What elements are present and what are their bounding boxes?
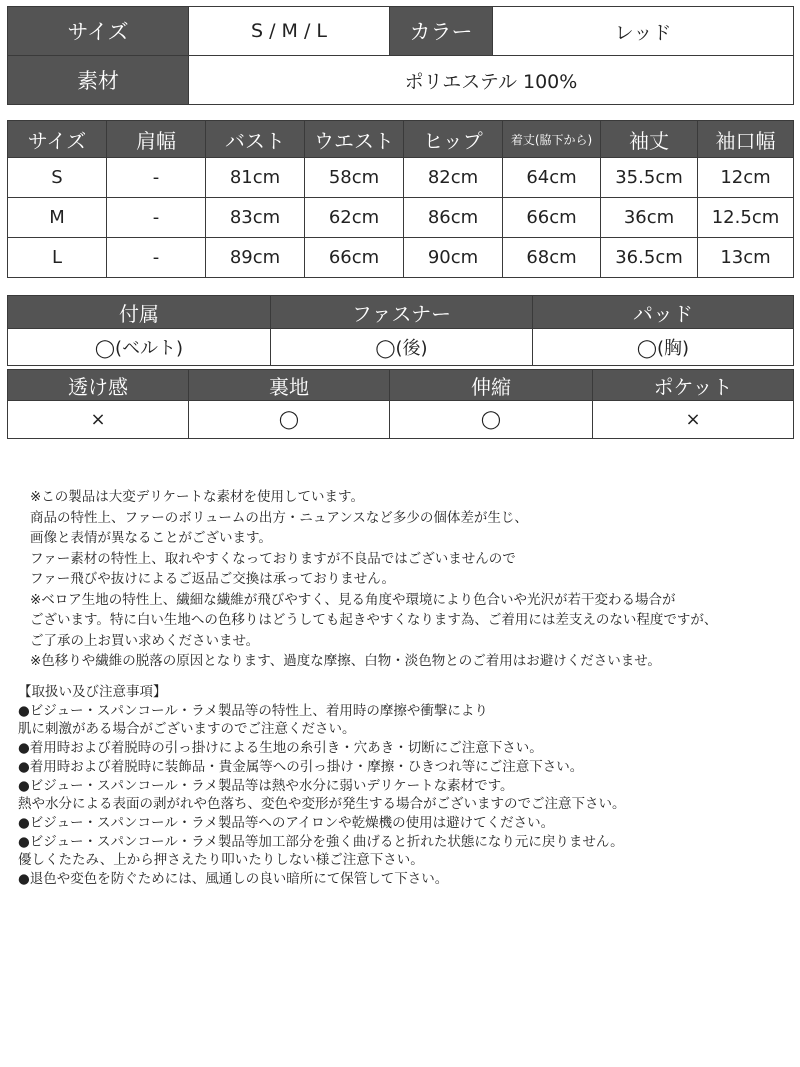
size-chart-cell: 86cm xyxy=(404,198,503,238)
features-a-header-row xyxy=(8,296,794,329)
note-line: ※色移りや繊維の脱落の原因となります、過度な摩擦、白物・淡色物とのご着用はお避けくださいませ。 xyxy=(30,653,661,669)
care-line: ●退色や変色を防ぐためには、風通しの良い暗所にて保管して下さい。 xyxy=(18,871,449,888)
care-line: 熱や水分による表面の剥がれや色落ち、変色や変形が発生する場合がございますのでご注意下さい。 xyxy=(18,796,626,813)
size-chart-table xyxy=(7,120,794,278)
material-value: ポリエステル 100% xyxy=(189,56,794,105)
size-chart-cell: 12.5cm xyxy=(698,198,794,238)
care-line: ●ビジュー・スパンコール・ラメ製品等の特性上、着用時の摩擦や衝撃により xyxy=(18,702,488,719)
size-chart-cell: 81cm xyxy=(206,158,305,198)
care-line: ●着用時および着脱時に装飾品・貴金属等への引っ掛け・摩擦・ひきつれ等にご注意下さい。 xyxy=(18,758,584,775)
size-chart-header: ウエスト xyxy=(305,121,404,158)
note-line: ※ベロア生地の特性上、繊細な繊維が飛びやすく、見る角度や環境により色合いや光沢が若干変わる場合が xyxy=(30,591,676,608)
features-a-value-row xyxy=(8,329,794,366)
pocket-value: × xyxy=(593,401,794,439)
care-title: 【取扱い及び注意事項】 xyxy=(18,684,167,700)
size-chart-header: サイズ xyxy=(8,121,107,158)
care-line: ●ビジュー・スパンコール・ラメ製品等へのアイロンや乾燥機の使用は避けてください。 xyxy=(18,814,555,831)
size-chart-cell: 36cm xyxy=(601,198,698,238)
size-chart-cell: M xyxy=(8,198,107,238)
stretch-header: 伸縮 xyxy=(390,370,593,401)
size-chart-header: 着丈(脇下から) xyxy=(503,121,601,158)
pad-value: ◯(胸) xyxy=(533,329,794,366)
sheerness-header: 透け感 xyxy=(8,370,189,401)
accessory-value: ◯(ベルト) xyxy=(8,329,271,366)
note-line: 画像と表情が異なることがございます。 xyxy=(30,530,272,546)
size-chart-cell: 35.5cm xyxy=(601,158,698,198)
size-chart-header-row xyxy=(8,121,794,158)
note-line: ※この製品は大変デリケートな素材を使用しています。 xyxy=(30,489,364,505)
features-table-a xyxy=(7,295,794,366)
size-chart-cell: S xyxy=(8,158,107,198)
material-label: 素材 xyxy=(8,56,189,105)
size-chart-cell: - xyxy=(107,238,206,278)
note-line: ご了承の上お買い求めくださいませ。 xyxy=(30,632,260,649)
zipper-value: ◯(後) xyxy=(271,329,533,366)
care-line: ●ビジュー・スパンコール・ラメ製品等加工部分を強く曲げると折れた状態になり元に戻りません。 xyxy=(18,833,624,850)
size-chart-cell: 58cm xyxy=(305,158,404,198)
size-chart-cell: - xyxy=(107,198,206,238)
care-line: 優しくたたみ、上から押さえたり叩いたりしない様ご注意下さい。 xyxy=(18,852,424,869)
product-summary-table xyxy=(7,6,794,105)
size-chart-cell: 90cm xyxy=(404,238,503,278)
size-chart-cell: 12cm xyxy=(698,158,794,198)
size-chart-row-l xyxy=(8,238,794,278)
lining-header: 裏地 xyxy=(189,370,390,401)
size-chart-header: バスト xyxy=(206,121,305,158)
size-chart-cell: 89cm xyxy=(206,238,305,278)
size-chart-cell: 64cm xyxy=(503,158,601,198)
size-chart-cell: 82cm xyxy=(404,158,503,198)
color-label: カラー xyxy=(390,7,493,56)
note-line: 商品の特性上、ファーのボリュームの出方・ニュアンスなど多少の個体差が生じ、 xyxy=(30,509,528,526)
care-line: ●着用時および着脱時の引っ掛けによる生地の糸引き・穴あき・切断にご注意下さい。 xyxy=(18,740,543,757)
care-line: ●ビジュー・スパンコール・ラメ製品等は熱や水分に弱いデリケートな素材です。 xyxy=(18,777,514,794)
pocket-header: ポケット xyxy=(593,370,794,401)
size-chart-header: 袖丈 xyxy=(601,121,698,158)
features-b-header-row xyxy=(8,370,794,401)
size-chart-cell: - xyxy=(107,158,206,198)
pad-header: パッド xyxy=(533,296,794,329)
sheerness-value: × xyxy=(8,401,189,439)
lining-value: ◯ xyxy=(189,401,390,439)
size-chart-header: ヒップ xyxy=(404,121,503,158)
size-chart-row-s xyxy=(8,158,794,198)
summary-row-material xyxy=(8,56,794,105)
size-chart-header: 袖口幅 xyxy=(698,121,794,158)
size-chart-cell: 68cm xyxy=(503,238,601,278)
size-chart-cell: 13cm xyxy=(698,238,794,278)
size-chart-header: 肩幅 xyxy=(107,121,206,158)
stretch-value: ◯ xyxy=(390,401,593,439)
size-chart-cell: 62cm xyxy=(305,198,404,238)
accessory-header: 付属 xyxy=(8,296,271,329)
size-chart-cell: 66cm xyxy=(305,238,404,278)
size-chart-row-m xyxy=(8,198,794,238)
size-chart-cell: 36.5cm xyxy=(601,238,698,278)
care-line: 肌に刺激がある場合がございますのでご注意ください。 xyxy=(18,721,356,738)
size-chart-cell: L xyxy=(8,238,107,278)
size-value: S / M / L xyxy=(189,7,390,56)
size-chart-cell: 66cm xyxy=(503,198,601,238)
size-label: サイズ xyxy=(8,7,189,56)
summary-row-size-color xyxy=(8,7,794,56)
care-instructions xyxy=(18,683,788,889)
features-table-b xyxy=(7,369,794,439)
note-line: ファー飛びや抜けによるご返品ご交換は承っておりません。 xyxy=(30,571,396,587)
note-line: ファー素材の特性上、取れやすくなっておりますが不良品ではございませんので xyxy=(30,550,516,567)
zipper-header: ファスナー xyxy=(271,296,533,329)
features-b-value-row xyxy=(8,401,794,439)
color-value: レッド xyxy=(493,7,794,56)
size-chart-cell: 83cm xyxy=(206,198,305,238)
product-notes xyxy=(30,487,790,672)
note-line: ございます。特に白い生地への色移りはどうしても起きやすくなります為、ご着用には差支えのない程度ですが、 xyxy=(30,612,718,628)
